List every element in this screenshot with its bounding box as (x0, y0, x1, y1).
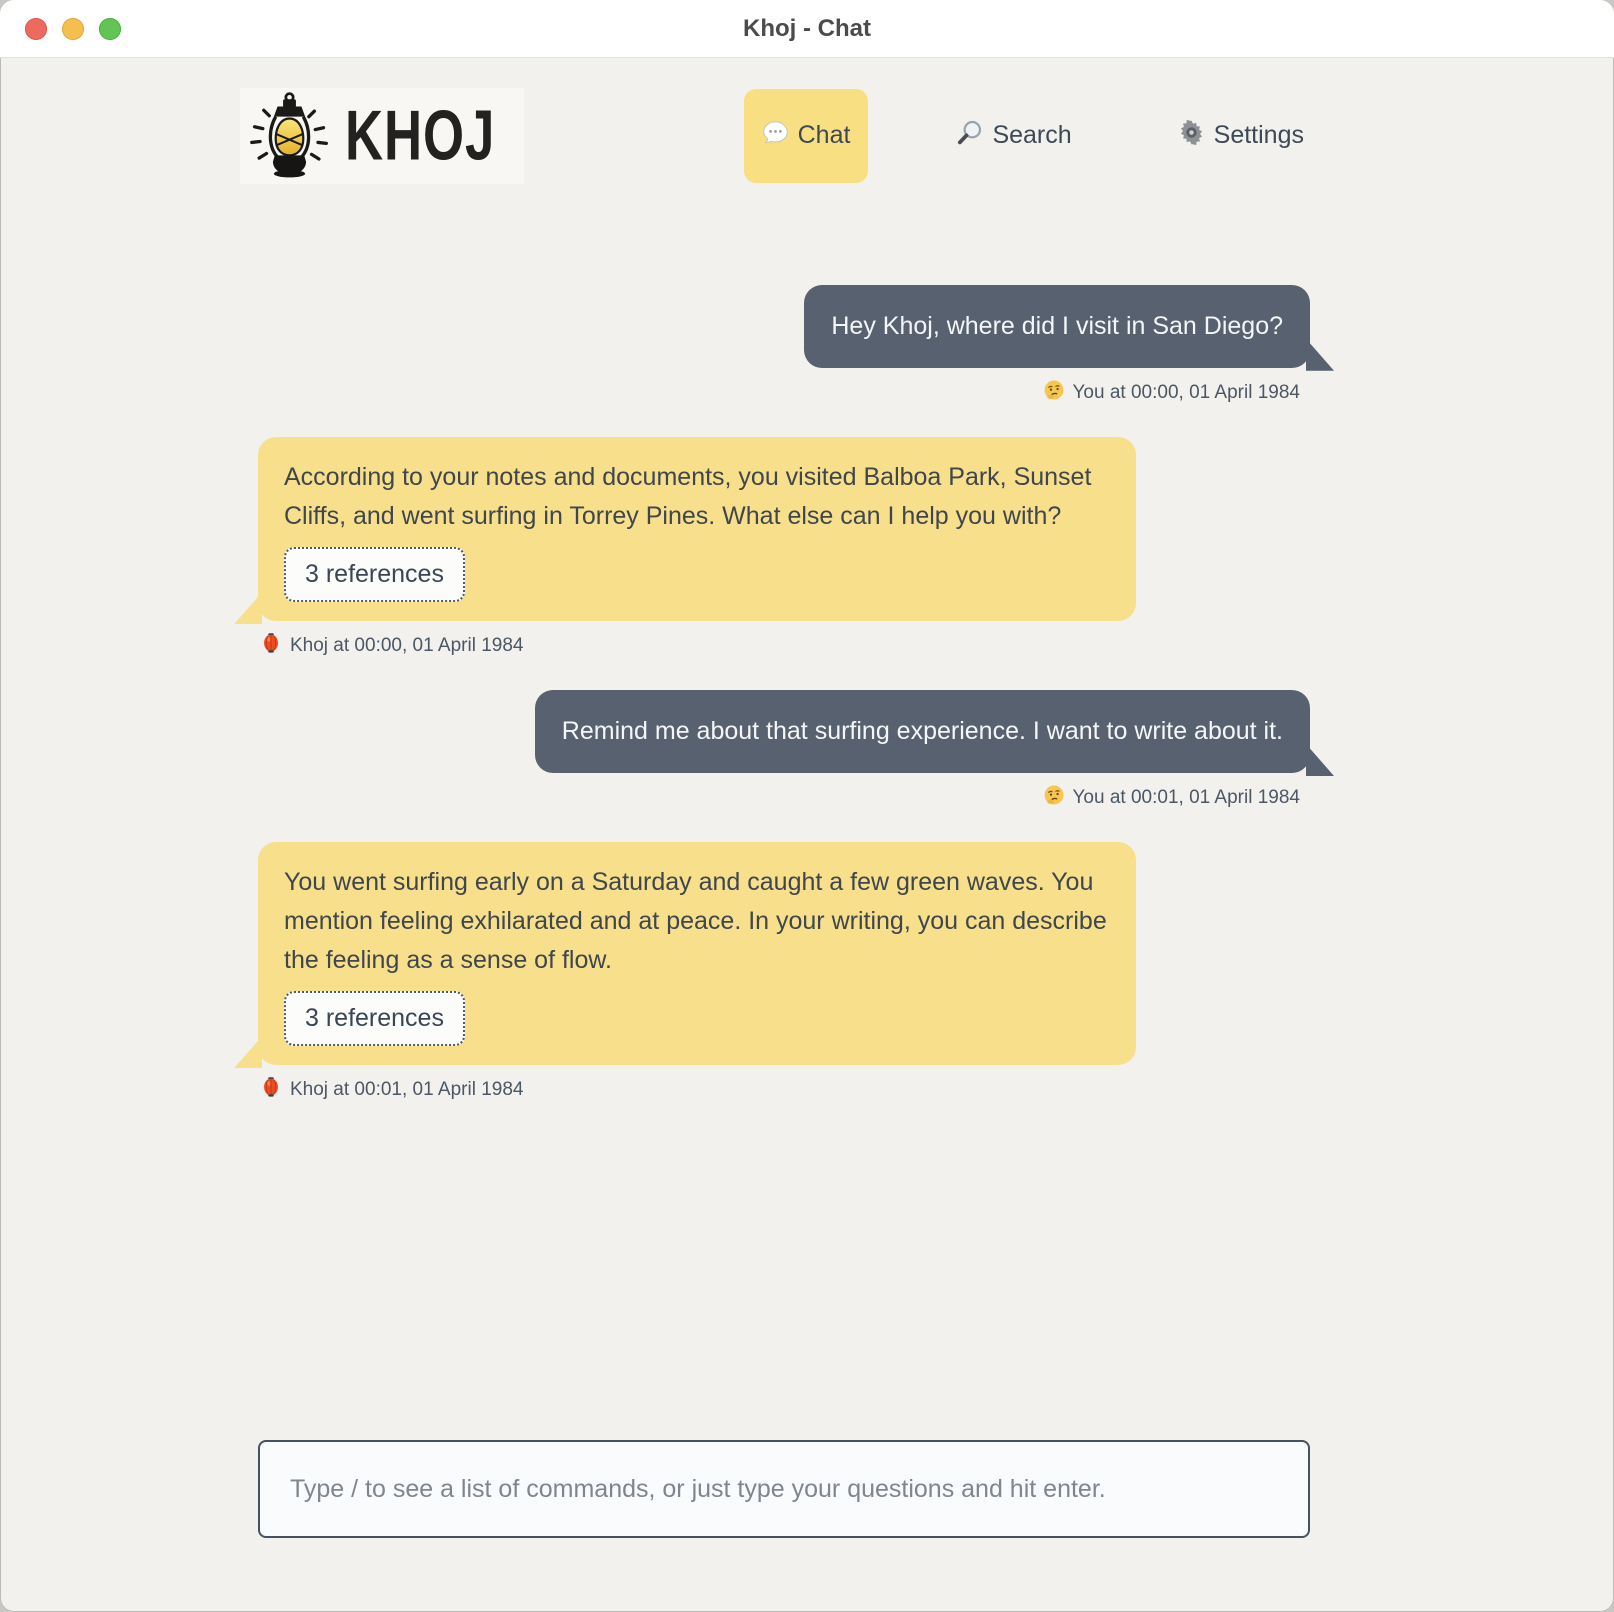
nav-tab-search[interactable] (938, 89, 1089, 183)
chat-message-list (258, 285, 1310, 1134)
nav-tab-settings[interactable] (1160, 89, 1322, 183)
window-titlebar[interactable] (0, 0, 1614, 58)
main-nav (744, 89, 1322, 183)
nav-label: Search (992, 121, 1072, 149)
nav-label: Settings (1213, 121, 1304, 149)
message-text: You went surfing early on a Saturday and caught a few green waves. You mention feeling exhilarated and at peace. In your writing, you can describe the feeling as a sense of flow. (284, 868, 1107, 974)
logo-wordmark: KHOJ (345, 95, 496, 176)
references-button[interactable]: 3 references (284, 547, 465, 602)
khoj-message-bubble (258, 437, 1136, 622)
user-message-bubble (804, 285, 1310, 368)
message-meta (258, 632, 523, 660)
traffic-lights (25, 18, 121, 40)
message-meta (258, 1076, 523, 1104)
lantern-icon (260, 632, 282, 660)
references-button[interactable]: 3 references (284, 991, 465, 1046)
message-meta-text: Khoj at 00:01, 01 April 1984 (290, 1079, 524, 1101)
khoj-logo (240, 88, 524, 184)
message-meta (1043, 784, 1311, 812)
thinking-face-icon (1043, 784, 1065, 812)
message-text: According to your notes and documents, you visited Balboa Park, Sunset Cliffs, and went surfing in Torrey Pines. What else can I help you with? (284, 462, 1092, 530)
gear-icon (1178, 119, 1205, 153)
close-button[interactable] (25, 18, 47, 40)
nav-label: Chat (797, 121, 851, 149)
lantern-logo-icon (242, 90, 337, 182)
app-header (0, 88, 1614, 183)
chat-bubble-icon (762, 119, 789, 153)
chat-input-container (258, 1440, 1310, 1538)
chat-message-khoj (258, 842, 1310, 1104)
minimize-button[interactable] (62, 18, 84, 40)
message-meta-text: Khoj at 00:00, 01 April 1984 (290, 635, 524, 657)
nav-tab-chat[interactable] (744, 89, 869, 183)
user-message-bubble (535, 690, 1310, 773)
thinking-face-icon (1043, 379, 1065, 407)
message-meta (1043, 379, 1311, 407)
message-meta-text: You at 00:00, 01 April 1984 (1072, 381, 1300, 403)
lantern-icon (260, 1076, 282, 1104)
chat-message-user (258, 690, 1310, 812)
zoom-button[interactable] (99, 18, 121, 40)
search-icon (956, 119, 983, 153)
message-text: Hey Khoj, where did I visit in San Diego? (831, 312, 1283, 340)
chat-message-khoj (258, 437, 1310, 661)
khoj-message-bubble (258, 842, 1136, 1065)
window-title: Khoj - Chat (743, 14, 871, 42)
message-meta-text: You at 00:01, 01 April 1984 (1072, 787, 1300, 808)
message-text: Remind me about that surfing experience. I want to write about it. (561, 717, 1283, 746)
chat-message-user (258, 285, 1310, 407)
chat-input[interactable] (258, 1440, 1310, 1538)
